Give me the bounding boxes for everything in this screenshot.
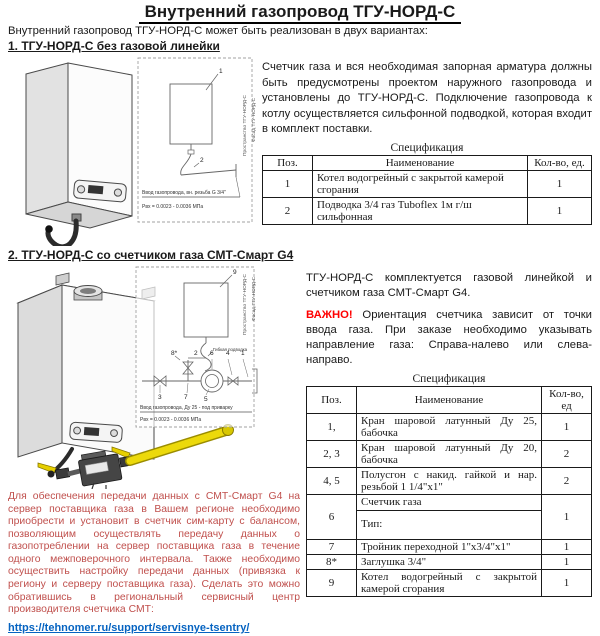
cell-name: Кран шаровой латунный Ду 20, бабочка bbox=[357, 440, 542, 467]
intro-text: Внутренний газопровод ТГУ-НОРД-С может быть реализован в двух вариантах: bbox=[8, 25, 428, 37]
section-2-content bbox=[300, 263, 592, 597]
cell-pos: 2, 3 bbox=[307, 440, 357, 467]
inlet-label: Ввод газопровода, Ду 25 - под приварку bbox=[140, 405, 233, 411]
service-link-line bbox=[8, 618, 300, 636]
boiler-symbol bbox=[184, 283, 228, 337]
table-header-row bbox=[263, 155, 592, 170]
hose-connector bbox=[45, 225, 53, 233]
col-header-name: Наименование bbox=[313, 155, 528, 170]
callout-2: 2 bbox=[194, 350, 198, 357]
section-2-heading: 2. ТГУ-НОРД-С со счетчиком газа СМТ-Смарт G4 bbox=[8, 248, 294, 262]
cell-qty: 1 bbox=[542, 569, 592, 596]
boiler-side-face bbox=[18, 285, 62, 457]
flexible-hose bbox=[48, 221, 76, 246]
table-row bbox=[263, 197, 592, 224]
important-label: ВАЖНО! bbox=[306, 308, 353, 321]
space-vertical-label: Пространство ТГУ-НОРД-С bbox=[243, 273, 248, 335]
cell-pos: 7 bbox=[307, 539, 357, 554]
cell-name: Котел водогрейный с закрытой камерой сгорания bbox=[313, 170, 528, 197]
schematic-2 bbox=[136, 267, 257, 427]
space-vertical-label: Пространство ТГУ-НОРД-С bbox=[243, 94, 248, 156]
flex-hose-label: Гибкая подводка bbox=[213, 347, 248, 352]
cell-name: Заглушка 3/4" bbox=[357, 554, 542, 569]
boiler-control-panel bbox=[70, 422, 123, 443]
boiler-side-face bbox=[26, 63, 68, 214]
pressure-label: Pвх = 0.0023 - 0.0036 МПа bbox=[140, 417, 202, 423]
cell-pos: 6 bbox=[307, 494, 357, 539]
callout-7: 7 bbox=[184, 394, 188, 401]
cell-qty: 1 bbox=[542, 554, 592, 569]
cell-qty: 1 bbox=[542, 539, 592, 554]
cell-name: Котел водогрейный с закрытой камерой сгорания bbox=[357, 569, 542, 596]
callout-9: 9 bbox=[233, 269, 237, 276]
figure-1 bbox=[8, 54, 260, 246]
cell-pos: 4, 5 bbox=[307, 467, 357, 494]
col-header-pos: Поз. bbox=[263, 155, 313, 170]
figure-1-drawing bbox=[8, 54, 260, 246]
cell-pos: 8* bbox=[307, 554, 357, 569]
callout-1: 1 bbox=[219, 68, 223, 75]
table-row bbox=[307, 413, 592, 440]
note-text: Для обеспечения передачи данных с СМТ-Смарт G4 на сервер поставщика газа в Вашем регионе необходимо приобрести и установит в счетчик сим-карту с балансом, позволяющим осуществлять передачу данных о газопотреблении на сервер поставщика газа в течение одного межповерочного интервала. Также необходимо осуществить настройку передачи данных (привязка к региону и серверу поставщика газа). Сделать это можно обратившись в региональный сервисный центр производителя счетчика СМТ: bbox=[8, 491, 300, 616]
table-row bbox=[307, 554, 592, 569]
pressure-label: Pвх = 0.0023 - 0.0036 МПа bbox=[142, 204, 204, 210]
section-1 bbox=[8, 54, 592, 246]
table-row bbox=[307, 539, 592, 554]
mounting-bracket bbox=[56, 273, 69, 285]
col-header-qty: Кол-во, ед. bbox=[528, 155, 592, 170]
cell-qty: 1 bbox=[542, 494, 592, 539]
callout-2: 2 bbox=[200, 157, 204, 164]
spec-1-caption: Спецификация bbox=[390, 141, 464, 154]
cell-name: Подводка 3/4 газ Tuboflex 1м г/ш сильфонная bbox=[313, 197, 528, 224]
cell-qty: 1 bbox=[528, 197, 592, 224]
page-title: Внутренний газопровод ТГУ-НОРД-С bbox=[8, 2, 592, 22]
section-2-body: ТГУ-НОРД-С комплектуется газовой линейкой и счетчиком газа СМТ-Смарт G4. bbox=[306, 272, 592, 300]
facade-vertical-label: Фасад ТГУ-НОРД-С bbox=[252, 97, 257, 142]
table-row-split bbox=[307, 494, 592, 539]
hose-connector bbox=[48, 471, 55, 478]
col-header-name: Наименование bbox=[357, 386, 542, 413]
col-header-pos: Поз. bbox=[307, 386, 357, 413]
boiler-3d-drawing-1 bbox=[26, 63, 132, 246]
cell-pos: 2 bbox=[263, 197, 313, 224]
col-header-qty: Кол-во, ед bbox=[542, 386, 592, 413]
spec-1-table bbox=[262, 155, 592, 225]
cell-name: Кран шаровой латунный Ду 25, бабочка bbox=[357, 413, 542, 440]
valve-body bbox=[55, 468, 69, 479]
boiler-control-panel bbox=[73, 180, 126, 202]
section-2 bbox=[8, 263, 592, 636]
service-centers-link[interactable]: https://tehnomer.ru/support/servisnye-tsentry/ bbox=[8, 621, 250, 634]
section-1-body: Счетчик газа и вся необходимая запорная арматура должны быть предусмотрены проектом наружного газопровода и установлены до ТГУ-НОРД-С. Подключение газопровода к котлу осуществляется сильфонной подводкой, которая входит в комплект поставки. bbox=[262, 61, 592, 136]
callout-5: 5 bbox=[204, 396, 208, 403]
cell-name: Тройник переходной 1"x3/4"x1" bbox=[357, 539, 542, 554]
meter-symbol bbox=[201, 370, 223, 392]
callout-4: 4 bbox=[226, 350, 230, 357]
cell-name: Полусгон с накид. гайкой и нар. резьбой 1 1/4"x1" bbox=[357, 467, 542, 494]
callout-8: 8* bbox=[171, 350, 178, 357]
facade-vertical-label: Фасад ТГУ-НОРД-С bbox=[252, 276, 257, 321]
hose-symbol bbox=[181, 154, 191, 175]
cell-pos: 9 bbox=[307, 569, 357, 596]
cell-name-top: Счетчик газа bbox=[357, 495, 541, 511]
table-header-row bbox=[307, 386, 592, 413]
section-2-left-column bbox=[8, 263, 300, 636]
flue-opening bbox=[80, 288, 96, 294]
cell-name-split bbox=[357, 494, 542, 539]
cell-name-bottom: Тип: bbox=[361, 517, 383, 530]
important-text: Ориентация счетчика зависит от точки ввода газа. При заказе необходимо указывать направление газа: Справа-налево или слева-направо. bbox=[306, 308, 592, 367]
spec-2-caption: Спецификация bbox=[412, 372, 486, 385]
callout-3: 3 bbox=[158, 394, 162, 401]
cell-qty: 2 bbox=[542, 440, 592, 467]
section-1-content bbox=[260, 54, 592, 225]
callout-1: 1 bbox=[241, 350, 245, 357]
cell-pos: 1 bbox=[263, 170, 313, 197]
table-row bbox=[307, 569, 592, 596]
table-row bbox=[263, 170, 592, 197]
cell-pos: 1, bbox=[307, 413, 357, 440]
section-2-important bbox=[306, 308, 592, 369]
boiler-symbol bbox=[170, 84, 212, 144]
cell-qty: 1 bbox=[542, 413, 592, 440]
section-1-heading: 1. ТГУ-НОРД-С без газовой линейки bbox=[8, 39, 220, 53]
schematic-1 bbox=[138, 58, 257, 222]
table-row bbox=[307, 440, 592, 467]
gas-meter bbox=[77, 449, 122, 486]
inlet-label: Ввод газопровода, вн. резьба G 3/4" bbox=[142, 190, 226, 196]
cell-qty: 1 bbox=[528, 170, 592, 197]
cell-qty: 2 bbox=[542, 467, 592, 494]
callout-6: 6 bbox=[210, 350, 214, 357]
spec-2-table bbox=[306, 386, 592, 597]
table-row bbox=[307, 467, 592, 494]
figure-2-drawing bbox=[8, 263, 300, 489]
